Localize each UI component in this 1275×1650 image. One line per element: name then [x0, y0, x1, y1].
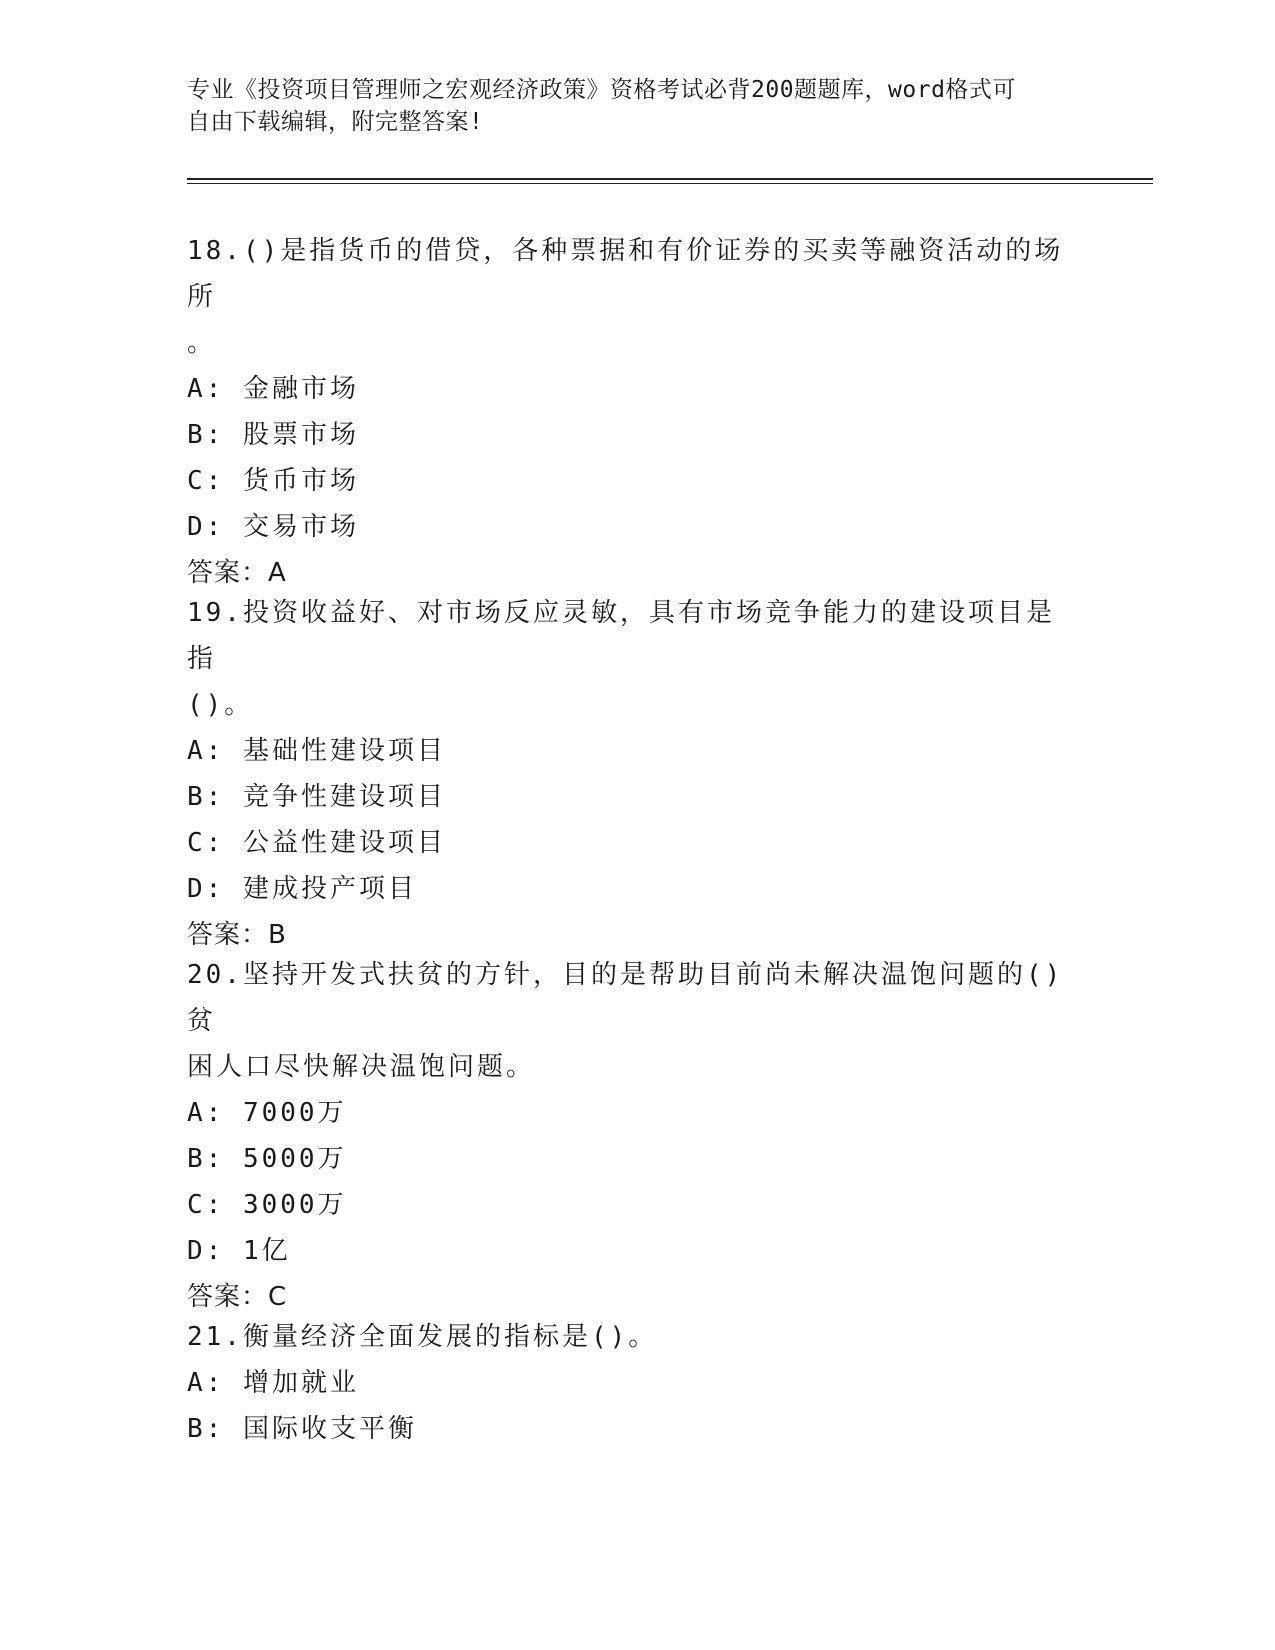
answer: 答案：A [187, 558, 287, 588]
option-a: A: 7000万 [187, 1098, 347, 1128]
question-stem-line-1: 20.坚持开发式扶贫的方针，目的是帮助目前尚未解决温饱问题的()贫 [187, 960, 1064, 1036]
question-stem-line-2: 困人口尽快解决温饱问题。 [187, 1052, 536, 1082]
question-stem-line-1: 18.()是指货币的借贷，各种票据和有价证券的买卖等融资活动的场所 [187, 236, 1064, 312]
option-b: B: 5000万 [187, 1144, 347, 1174]
option-c: C: 3000万 [187, 1190, 347, 1220]
option-b: B: 竞争性建设项目 [187, 782, 446, 812]
document-header [187, 74, 1067, 138]
option-b: B: 国际收支平衡 [187, 1414, 417, 1444]
option-d: D: 1亿 [187, 1236, 291, 1266]
question-stem-line-2: ()。 [187, 690, 254, 720]
option-a: A: 增加就业 [187, 1368, 359, 1398]
header-rule-top [187, 178, 1153, 180]
question-18 [187, 228, 1077, 596]
option-a: A: 基础性建设项目 [187, 736, 446, 766]
option-b: B: 股票市场 [187, 420, 359, 450]
question-20 [187, 952, 1077, 1320]
answer: 答案：B [187, 920, 287, 950]
question-stem-line-1: 19.投资收益好、对市场反应灵敏，具有市场竞争能力的建设项目是指 [187, 598, 1055, 674]
option-d: D: 建成投产项目 [187, 874, 417, 904]
option-c: C: 公益性建设项目 [187, 828, 446, 858]
question-stem-line-2: 。 [187, 328, 217, 358]
answer: 答案：C [187, 1282, 288, 1312]
question-21 [187, 1314, 1077, 1452]
header-line-1: 专业《投资项目管理师之宏观经济政策》资格考试必背200题题库，word格式可 [187, 77, 1016, 103]
option-a: A: 金融市场 [187, 374, 359, 404]
question-stem-line-1: 21.衡量经济全面发展的指标是()。 [187, 1322, 658, 1352]
question-19 [187, 590, 1077, 958]
option-d: D: 交易市场 [187, 512, 359, 542]
header-rule-bottom [187, 183, 1153, 184]
header-line-2: 自由下载编辑，附完整答案! [187, 109, 484, 135]
option-c: C: 货币市场 [187, 466, 359, 496]
